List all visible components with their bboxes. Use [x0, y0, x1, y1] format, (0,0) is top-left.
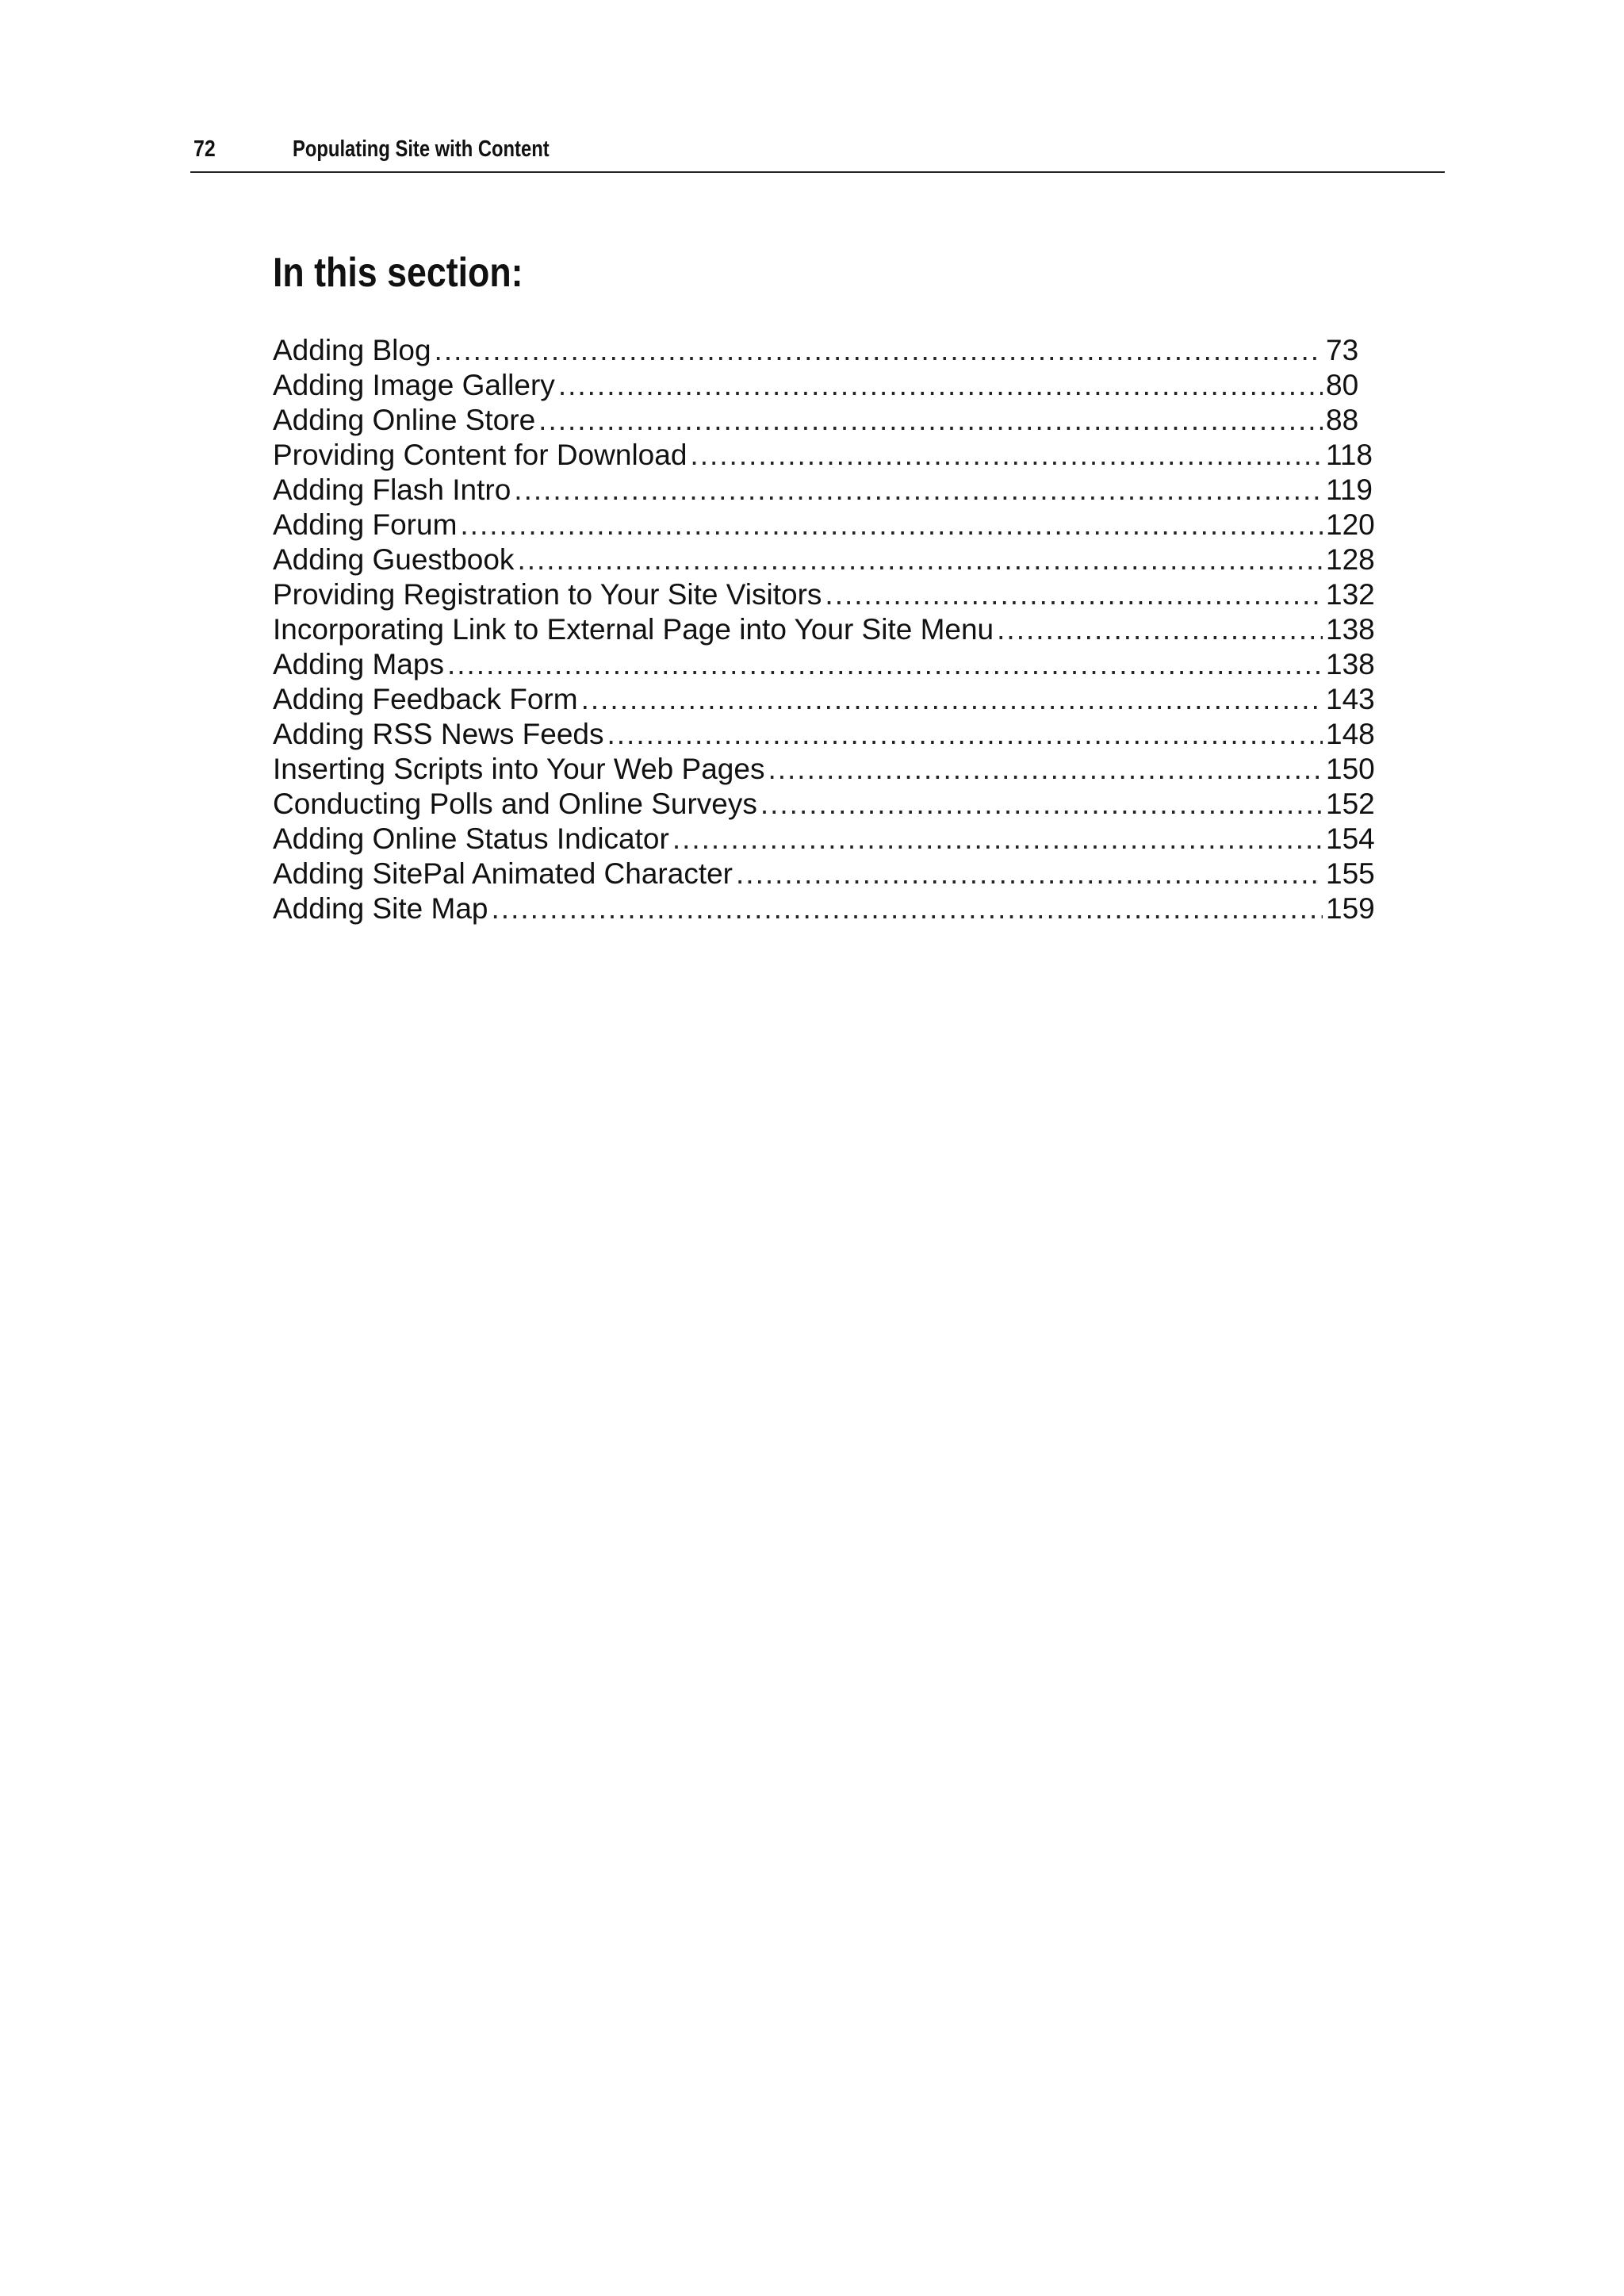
toc-dot-leader [760, 787, 1323, 822]
toc-dot-leader [581, 682, 1323, 717]
toc-dot-leader [538, 403, 1323, 438]
toc-entry[interactable] [273, 542, 1377, 577]
toc-entry-title: Providing Registration to Your Site Visitors [273, 578, 822, 611]
toc-dot-leader [517, 542, 1323, 577]
toc-entry[interactable] [273, 438, 1377, 473]
toc-dot-leader [435, 333, 1323, 368]
toc-entry-title: Incorporating Link to External Page into Your Site Menu [273, 613, 994, 646]
toc-entry-title: Adding Guestbook [273, 543, 515, 576]
toc-entry[interactable] [273, 333, 1377, 368]
toc-entry[interactable] [273, 403, 1377, 438]
toc-entry-page-number: 155 [1326, 857, 1375, 890]
toc-entry-title: Adding Maps [273, 648, 444, 680]
toc-dot-leader [768, 752, 1323, 787]
page-header [190, 136, 1445, 173]
toc-entry-page-number: 118 [1326, 439, 1373, 471]
toc-dot-leader [690, 438, 1323, 473]
toc-entry-title: Adding SitePal Animated Character [273, 857, 733, 890]
toc-dot-leader [558, 368, 1323, 403]
toc-entry[interactable] [273, 368, 1377, 403]
toc-entry[interactable] [273, 577, 1377, 612]
toc-entry-title: Inserting Scripts into Your Web Pages [273, 753, 765, 785]
toc-entry-title: Adding Site Map [273, 892, 488, 925]
toc-dot-leader [672, 822, 1323, 857]
toc-entry-title: Adding RSS News Feeds [273, 718, 604, 750]
toc-entry-title: Adding Flash Intro [273, 473, 511, 506]
toc-entry-page-number: 80 [1326, 369, 1359, 401]
toc-entry-page-number: 73 [1326, 334, 1359, 366]
toc-entry[interactable] [273, 857, 1377, 891]
toc-entry-title: Adding Forum [273, 508, 458, 541]
toc-entry-page-number: 132 [1326, 578, 1375, 611]
toc-entry[interactable] [273, 612, 1377, 647]
running-title: Populating Site with Content [293, 136, 550, 162]
toc-entry-page-number: 138 [1326, 648, 1375, 680]
page-number: 72 [193, 136, 216, 162]
toc-entry-page-number: 88 [1326, 404, 1359, 436]
toc-entry-title: Adding Online Status Indicator [273, 822, 669, 855]
toc-entry-title: Adding Online Store [273, 404, 536, 436]
toc-dot-leader [460, 508, 1323, 542]
toc-entry[interactable] [273, 822, 1377, 857]
toc-entry[interactable] [273, 787, 1377, 822]
toc-dot-leader [492, 891, 1323, 926]
toc-entry-title: Conducting Polls and Online Surveys [273, 788, 757, 820]
toc-entry-page-number: 128 [1326, 543, 1375, 576]
toc-entry-page-number: 152 [1326, 788, 1375, 820]
section-heading: In this section: [273, 250, 523, 296]
toc-dot-leader [447, 647, 1323, 682]
toc-entry[interactable] [273, 891, 1377, 926]
toc-entry-title: Adding Image Gallery [273, 369, 555, 401]
toc-dot-leader [514, 473, 1323, 508]
toc-entry-title: Adding Blog [273, 334, 431, 366]
toc-entry[interactable] [273, 682, 1377, 717]
toc-entry-page-number: 159 [1326, 892, 1375, 925]
toc-entry[interactable] [273, 508, 1377, 542]
toc-entry[interactable] [273, 647, 1377, 682]
toc-entry-page-number: 138 [1326, 613, 1375, 646]
toc-dot-leader [736, 857, 1323, 891]
toc-entry-page-number: 143 [1326, 683, 1375, 715]
toc-dot-leader [997, 612, 1323, 647]
toc-entry-page-number: 150 [1326, 753, 1375, 785]
toc-entry[interactable] [273, 717, 1377, 752]
toc-entry-title: Adding Feedback Form [273, 683, 578, 715]
toc-entry[interactable] [273, 752, 1377, 787]
toc-entry-title: Providing Content for Download [273, 439, 688, 471]
toc-entry-page-number: 119 [1326, 473, 1373, 506]
toc-entry-page-number: 148 [1326, 718, 1375, 750]
toc-entry-page-number: 154 [1326, 822, 1375, 855]
toc-entry[interactable] [273, 473, 1377, 508]
table-of-contents [273, 333, 1377, 926]
toc-dot-leader [825, 577, 1323, 612]
toc-entry-page-number: 120 [1326, 508, 1375, 541]
toc-dot-leader [607, 717, 1323, 752]
